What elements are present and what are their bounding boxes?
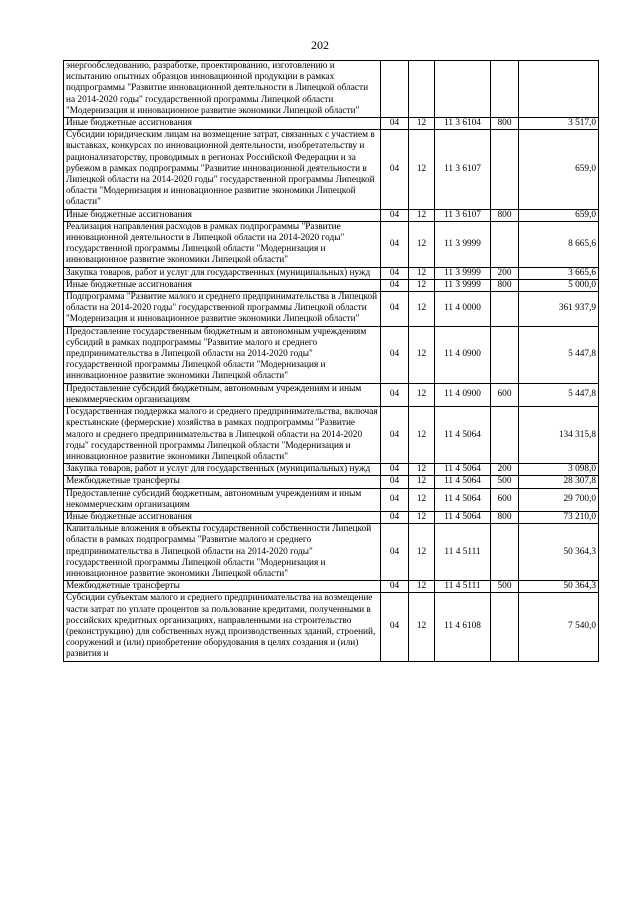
row-amount: 134 315,8 bbox=[519, 407, 599, 464]
row-name: Закупка товаров, работ и услуг для государственных (муниципальных) нужд bbox=[64, 267, 381, 279]
row-expense-type: 600 bbox=[491, 488, 519, 511]
row-amount: 8 665,6 bbox=[519, 221, 599, 267]
page-number: 202 bbox=[311, 38, 329, 52]
table-row bbox=[64, 326, 599, 383]
row-subsection: 12 bbox=[409, 209, 435, 221]
row-name: Капитальные вложения в объекты государственной собственности Липецкой области в рамках подпрограммы "Развитие малого и среднего предпринимательства в Липецкой области на 2014-2020 годы" государственной программы Липецкой области "Модернизация и инновационное развитие экономики Липецкой области" bbox=[64, 524, 381, 581]
row-expense-type bbox=[491, 292, 519, 327]
row-amount: 5 000,0 bbox=[519, 279, 599, 291]
row-expense-type: 600 bbox=[491, 383, 519, 406]
budget-table bbox=[63, 60, 599, 662]
row-amount: 659,0 bbox=[519, 130, 599, 209]
row-section: 04 bbox=[381, 279, 409, 291]
table-row bbox=[64, 524, 599, 581]
row-name: Государственная поддержка малого и среднего предпринимательства, включая крестьянские (фермерские) хозяйства в рамках подпрограммы "Развитие малого и среднего предпринимательства в Липецкой области на 2014-2020 годы" государственной программы Липецкой области "Модернизация и инновационное развитие экономики Липецкой области" bbox=[64, 407, 381, 464]
row-section: 04 bbox=[381, 488, 409, 511]
row-expense-type bbox=[491, 326, 519, 383]
row-target-code bbox=[435, 61, 491, 118]
row-subsection bbox=[409, 61, 435, 118]
row-expense-type: 500 bbox=[491, 581, 519, 593]
row-section: 04 bbox=[381, 221, 409, 267]
row-expense-type bbox=[491, 407, 519, 464]
table-row bbox=[64, 593, 599, 661]
row-name: Закупка товаров, работ и услуг для государственных (муниципальных) нужд bbox=[64, 464, 381, 476]
row-subsection: 12 bbox=[409, 464, 435, 476]
row-target-code: 11 3 9999 bbox=[435, 279, 491, 291]
row-amount: 3 098,0 bbox=[519, 464, 599, 476]
row-expense-type: 800 bbox=[491, 118, 519, 130]
row-section: 04 bbox=[381, 524, 409, 581]
table-row bbox=[64, 292, 599, 327]
row-expense-type bbox=[491, 130, 519, 209]
row-name: Предоставление субсидий бюджетным, автономным учреждениям и иным некоммерческим организациям bbox=[64, 488, 381, 511]
row-target-code: 11 4 5111 bbox=[435, 581, 491, 593]
row-section: 04 bbox=[381, 476, 409, 488]
row-subsection: 12 bbox=[409, 581, 435, 593]
row-subsection: 12 bbox=[409, 118, 435, 130]
row-subsection: 12 bbox=[409, 221, 435, 267]
row-section: 04 bbox=[381, 383, 409, 406]
table-row bbox=[64, 476, 599, 488]
table-row bbox=[64, 511, 599, 523]
row-target-code: 11 4 5064 bbox=[435, 476, 491, 488]
row-subsection: 12 bbox=[409, 383, 435, 406]
row-amount: 361 937,9 bbox=[519, 292, 599, 327]
row-name: Иные бюджетные ассигнования bbox=[64, 209, 381, 221]
row-section: 04 bbox=[381, 593, 409, 661]
row-section bbox=[381, 61, 409, 118]
row-name: Межбюджетные трансферты bbox=[64, 581, 381, 593]
table-row bbox=[64, 61, 599, 118]
row-target-code: 11 4 5064 bbox=[435, 511, 491, 523]
row-section: 04 bbox=[381, 511, 409, 523]
row-subsection: 12 bbox=[409, 488, 435, 511]
row-target-code: 11 4 5064 bbox=[435, 488, 491, 511]
row-amount: 659,0 bbox=[519, 209, 599, 221]
row-name: Предоставление государственным бюджетным и автономным учреждениям субсидий в рамках подпрограммы "Развитие малого и среднего предпринимательства в Липецкой области на 2014-2020 годы" государственной программы Липецкой области "Модернизация и инновационное развитие экономики Липецкой области" bbox=[64, 326, 381, 383]
row-expense-type bbox=[491, 524, 519, 581]
row-amount: 7 540,0 bbox=[519, 593, 599, 661]
row-amount: 50 364,3 bbox=[519, 524, 599, 581]
row-subsection: 12 bbox=[409, 279, 435, 291]
row-target-code: 11 4 5064 bbox=[435, 464, 491, 476]
row-expense-type: 200 bbox=[491, 464, 519, 476]
row-name: энергообследованию, разработке, проектированию, изготовлению и испытанию опытных образцов инновационной продукции в рамках подпрограммы "Развитие инновационной деятельности в Липецкой области на 2014-2020 годы" государственной программы Липецкой области "Модернизация и инновационное развитие экономики Липецкой области" bbox=[64, 61, 381, 118]
row-subsection: 12 bbox=[409, 593, 435, 661]
row-amount: 28 307,8 bbox=[519, 476, 599, 488]
row-target-code: 11 4 6108 bbox=[435, 593, 491, 661]
row-target-code: 11 4 5111 bbox=[435, 524, 491, 581]
table-row bbox=[64, 383, 599, 406]
row-target-code: 11 3 6107 bbox=[435, 209, 491, 221]
row-name: Предоставление субсидий бюджетным, автономным учреждениям и иным некоммерческим организациям bbox=[64, 383, 381, 406]
row-name: Иные бюджетные ассигнования bbox=[64, 279, 381, 291]
row-amount: 5 447,8 bbox=[519, 326, 599, 383]
row-subsection: 12 bbox=[409, 476, 435, 488]
row-name: Субсидии юридическим лицам на возмещение затрат, связанных с участием в выставках, конкурсах по инновационной деятельности, изобретательству и рационализаторству, проводимых в регионах Российской Федерации и за рубежом в рамках подпрограммы "Развитие инновационной деятельности в Липецкой области на 2014-2020 годы" государственной программы Липецкой области "Модернизация и инновационное развитие экономики Липецкой области" bbox=[64, 130, 381, 209]
row-name: Субсидии субъектам малого и среднего предпринимательства на возмещение части затрат по уплате процентов за пользование кредитами, полученными в российских кредитных организациях, направленными на строительство (реконструкцию) для собственных нужд производственных зданий, строений, сооружений и (или) приобретение оборудования в целях создания и (или) развития и bbox=[64, 593, 381, 661]
row-section: 04 bbox=[381, 581, 409, 593]
row-section: 04 bbox=[381, 209, 409, 221]
table-row bbox=[64, 267, 599, 279]
table-row bbox=[64, 581, 599, 593]
row-name: Подпрограмма "Развитие малого и среднего предпринимательства в Липецкой области на 2014-2020 годы" государственной программы Липецкой области "Модернизация и инновационное развитие экономики Липецкой области" bbox=[64, 292, 381, 327]
row-expense-type: 800 bbox=[491, 511, 519, 523]
row-section: 04 bbox=[381, 292, 409, 327]
row-expense-type: 800 bbox=[491, 209, 519, 221]
row-name: Иные бюджетные ассигнования bbox=[64, 511, 381, 523]
table-row bbox=[64, 118, 599, 130]
row-amount: 5 447,8 bbox=[519, 383, 599, 406]
row-section: 04 bbox=[381, 464, 409, 476]
row-subsection: 12 bbox=[409, 292, 435, 327]
row-amount: 73 210,0 bbox=[519, 511, 599, 523]
row-amount: 29 700,0 bbox=[519, 488, 599, 511]
row-amount bbox=[519, 61, 599, 118]
table-row bbox=[64, 407, 599, 464]
row-target-code: 11 4 5064 bbox=[435, 407, 491, 464]
row-section: 04 bbox=[381, 407, 409, 464]
row-expense-type bbox=[491, 221, 519, 267]
row-section: 04 bbox=[381, 118, 409, 130]
row-expense-type bbox=[491, 61, 519, 118]
row-expense-type bbox=[491, 593, 519, 661]
table-row bbox=[64, 488, 599, 511]
table-row bbox=[64, 221, 599, 267]
row-subsection: 12 bbox=[409, 407, 435, 464]
row-amount: 50 364,3 bbox=[519, 581, 599, 593]
row-subsection: 12 bbox=[409, 511, 435, 523]
row-subsection: 12 bbox=[409, 326, 435, 383]
row-target-code: 11 3 9999 bbox=[435, 267, 491, 279]
row-subsection: 12 bbox=[409, 267, 435, 279]
row-target-code: 11 4 0900 bbox=[435, 383, 491, 406]
row-expense-type: 800 bbox=[491, 279, 519, 291]
row-subsection: 12 bbox=[409, 130, 435, 209]
row-expense-type: 200 bbox=[491, 267, 519, 279]
table-row bbox=[64, 464, 599, 476]
table-row bbox=[64, 130, 599, 209]
table-row bbox=[64, 279, 599, 291]
row-target-code: 11 4 0900 bbox=[435, 326, 491, 383]
row-target-code: 11 4 0000 bbox=[435, 292, 491, 327]
row-name: Иные бюджетные ассигнования bbox=[64, 118, 381, 130]
row-section: 04 bbox=[381, 130, 409, 209]
row-target-code: 11 3 9999 bbox=[435, 221, 491, 267]
row-target-code: 11 3 6107 bbox=[435, 130, 491, 209]
row-subsection: 12 bbox=[409, 524, 435, 581]
row-name: Реализация направления расходов в рамках подпрограммы "Развитие инновационной деятельности в Липецкой области на 2014-2020 годы" государственной программы Липецкой области "Модернизация и инновационное развитие экономики Липецкой области" bbox=[64, 221, 381, 267]
table-row bbox=[64, 209, 599, 221]
row-target-code: 11 3 6104 bbox=[435, 118, 491, 130]
row-expense-type: 500 bbox=[491, 476, 519, 488]
row-section: 04 bbox=[381, 326, 409, 383]
row-name: Межбюджетные трансферты bbox=[64, 476, 381, 488]
row-section: 04 bbox=[381, 267, 409, 279]
row-amount: 3 517,0 bbox=[519, 118, 599, 130]
row-amount: 3 665,6 bbox=[519, 267, 599, 279]
